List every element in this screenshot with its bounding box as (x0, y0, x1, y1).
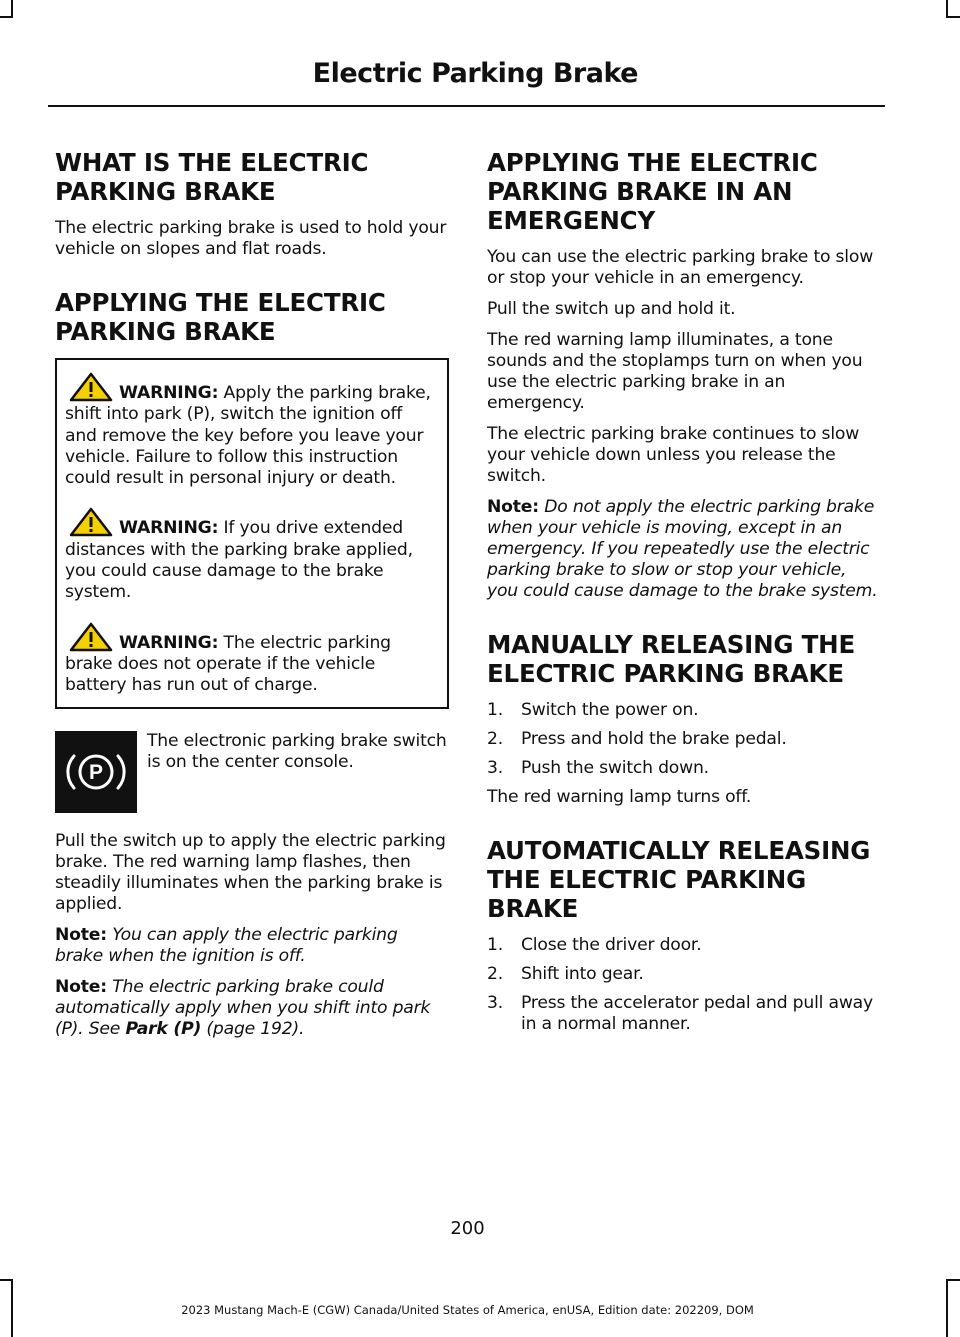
note-label: Note: (487, 497, 539, 517)
paragraph: Pull the switch up and hold it. (487, 299, 736, 319)
crop-mark (0, 16, 13, 18)
section-heading: MANUALLY RELEASING THE ELECTRIC PARKING BRAKE (487, 630, 855, 688)
section-heading: AUTOMATICALLY RELEASING THE ELECTRIC PARKING BRAKE (487, 836, 871, 923)
crop-mark (946, 1279, 960, 1281)
section-heading: WHAT IS THE ELECTRIC PARKING BRAKE (55, 148, 369, 206)
note (55, 925, 447, 967)
paragraph: You can use the electric parking brake to slow or stop your vehicle in an emergency. (487, 247, 874, 288)
parking-brake-icon (55, 731, 137, 813)
note-text: The electric parking brake could automatically apply when you shift into park (P). See (55, 976, 431, 1039)
crop-mark (0, 1279, 13, 1281)
warning-triangle-icon (69, 507, 113, 537)
section-heading: APPLYING THE ELECTRIC PARKING BRAKE (55, 288, 386, 346)
edition-footer: 2023 Mustang Mach-E (CGW) Canada/United States of America, enUSA, Edition date: 202209, DOM (181, 1303, 754, 1317)
step-list (487, 935, 879, 1035)
page-number: 200 (450, 1218, 485, 1239)
warning-triangle-icon (69, 622, 113, 652)
warning-box (55, 358, 449, 709)
list-item: 2. Shift into gear. (487, 964, 644, 984)
list-item: 2. Press and hold the brake pedal. (487, 729, 787, 749)
brake-icon-letter: P (88, 760, 104, 784)
crop-mark (946, 0, 948, 16)
note-text: You can apply the electric parking brake when the ignition is off. (55, 924, 398, 966)
left-column (55, 148, 447, 1050)
paragraph: The red warning lamp illuminates, a tone sounds and the stoplamps turn on when you use the electric parking brake in an emergency. (487, 330, 863, 413)
warning-item (65, 622, 439, 697)
list-item: 1. Close the driver door. (487, 935, 702, 955)
header-divider (48, 105, 885, 107)
note-text: (page 192). (201, 1018, 305, 1039)
warning-item (65, 372, 439, 489)
note-label: Note: (55, 976, 107, 997)
warning-label: WARNING: (119, 383, 219, 403)
brake-switch-row (55, 731, 447, 815)
warning-item (65, 507, 439, 603)
cross-reference-link[interactable]: Park (P) (125, 1018, 202, 1039)
crop-mark (946, 1279, 948, 1337)
list-item: 1. Switch the power on. (487, 700, 699, 720)
crop-mark (11, 0, 13, 16)
warning-text: Apply the parking brake, shift into park (P), switch the ignition off and remove the key before you leave your vehicle. Failure to follow this instruction could result in personal injury or death. (65, 383, 431, 489)
warning-label: WARNING: (119, 632, 219, 653)
warning-label: WARNING: (119, 518, 219, 539)
list-item: 3. Push the switch down. (487, 758, 709, 778)
paragraph: The electric parking brake is used to hold your vehicle on slopes and flat roads. (55, 218, 447, 259)
warning-text: The electric parking brake does not operate if the vehicle battery has run out of charge. (65, 632, 391, 696)
warning-text: If you drive extended distances with the parking brake applied, you could cause damage to the brake system. (65, 518, 413, 603)
note-text: Do not apply the electric parking brake when your vehicle is moving, except in an emergency. If you repeatedly use the electric parking brake to slow or stop your vehicle, you could cause damage to the brake system. (487, 497, 878, 601)
step-list (487, 700, 879, 779)
warning-triangle-icon (69, 372, 113, 402)
list-item: 3. Press the accelerator pedal and pull away in a normal manner. (487, 993, 873, 1034)
note-label: Note: (55, 924, 107, 945)
paragraph: The electric parking brake continues to slow your vehicle down unless you release the switch. (487, 424, 860, 486)
right-column (487, 148, 879, 1043)
crop-mark (946, 16, 960, 18)
note (55, 977, 447, 1040)
page-title: Electric Parking Brake (312, 58, 638, 89)
paragraph: The electronic parking brake switch is on the center console. (147, 730, 447, 772)
paragraph: The red warning lamp turns off. (487, 787, 752, 807)
section-heading: APPLYING THE ELECTRIC PARKING BRAKE IN AN EMERGENCY (487, 148, 818, 235)
note (487, 497, 879, 602)
paragraph: Pull the switch up to apply the electric parking brake. The red warning lamp flashes, then steadily illuminates when the parking brake is applied. (55, 830, 446, 914)
